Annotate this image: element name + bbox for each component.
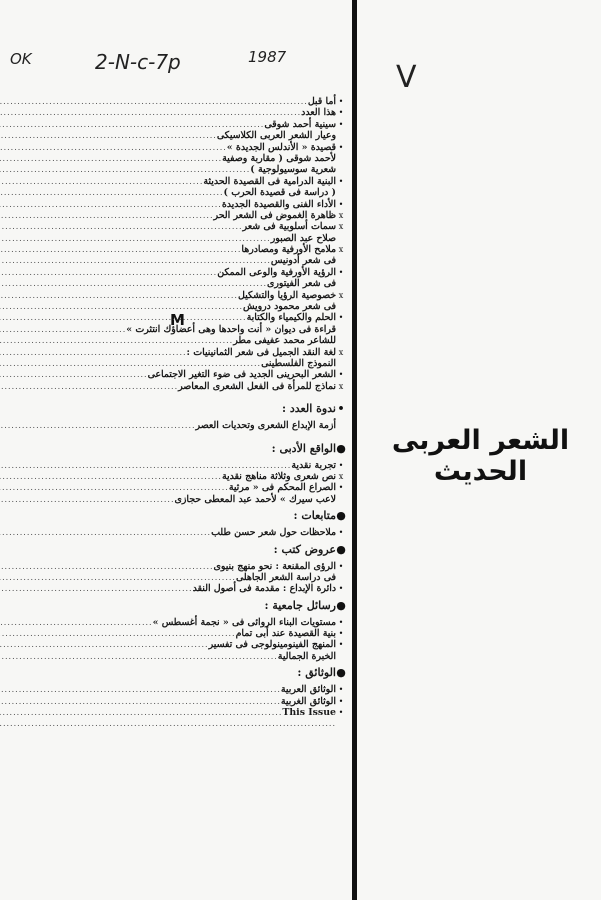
entry-marker-icon: x: [338, 290, 344, 300]
dot-leader: [0, 718, 336, 729]
toc-section-heading: [22, 398, 346, 420]
dot-leader: [0, 358, 261, 369]
toc-entry: [22, 290, 346, 301]
dot-leader: [0, 347, 187, 358]
bullet-icon: ●: [336, 441, 346, 455]
entry-title: نماذج للمرأة فى الفعل الشعرى المعاصر: [178, 380, 336, 392]
toc-entry: [22, 369, 346, 380]
entry-title: الخبرة الجمالية: [277, 650, 336, 662]
section-title: ندوة العدد :: [281, 402, 336, 416]
entry-title: المنهج الفينومينولوجى فى تفسير: [208, 639, 336, 651]
toc-section-heading: [22, 539, 346, 561]
toc-section-heading: [22, 662, 346, 684]
handwritten-year: 1987: [248, 48, 287, 66]
entry-title: ملامح الأورفية ومصادرها: [241, 244, 336, 256]
entry-marker-icon: •: [338, 629, 344, 639]
toc-entry: [22, 210, 346, 221]
entry-marker-icon: •: [338, 696, 344, 706]
toc-entry: [22, 142, 346, 153]
entry-title: خصوصية الرؤيا والتشكيل: [237, 289, 336, 301]
toc-entry: [22, 199, 346, 210]
toc-entry: [22, 381, 346, 392]
dot-leader: [0, 583, 193, 594]
dot-leader: [0, 312, 247, 323]
dot-leader: [0, 494, 175, 505]
toc-entry: [22, 187, 346, 198]
entry-marker-icon: x: [338, 210, 344, 220]
entry-marker-icon: x: [338, 222, 344, 232]
entry-title: سمات أسلوبية فى شعر: [242, 221, 336, 233]
dot-leader: [0, 639, 209, 650]
entry-title: أما قبل: [307, 96, 336, 107]
entry-title: الأداء الفنى والقصيدة الجديدة: [221, 198, 336, 210]
entry-marker-icon: •: [338, 108, 344, 118]
dot-leader: [0, 267, 217, 278]
toc-entry: [22, 255, 346, 266]
section-title: الوثائق :: [297, 666, 336, 680]
entry-title: دائرة الإبداع : مقدمة فى أصول النقد: [192, 583, 336, 595]
entry-title: الشعر البحرينى الجديد فى ضوء التغير الاجتماعى: [147, 369, 336, 381]
dot-leader: [0, 176, 203, 187]
toc-entry: [22, 301, 346, 312]
dot-leader: [0, 561, 214, 572]
entry-title: نص شعرى وثلاثة مناهج نقدية: [221, 470, 336, 482]
entry-marker-icon: •: [338, 199, 344, 209]
toc-entry: [22, 233, 346, 244]
bullet-icon: •: [337, 402, 345, 416]
dot-leader: [0, 301, 243, 312]
dot-leader: [0, 527, 211, 538]
dot-leader: [0, 130, 217, 141]
entry-title: البنية الدرامية فى القصيدة الحديثة: [203, 175, 336, 187]
toc-entry: [22, 561, 346, 572]
entry-title: الحلم والكيمياء والكتابة: [246, 312, 336, 324]
handwritten-check: V: [396, 60, 417, 95]
entry-marker-icon: •: [338, 561, 344, 571]
dot-leader: [0, 210, 214, 221]
journal-title: الشعر العربى الحديث: [391, 425, 570, 487]
dot-leader: [0, 651, 278, 662]
section-title: عروض كتب :: [273, 542, 336, 556]
entry-title: فى شعر الفيتورى: [267, 278, 336, 290]
dot-leader: [0, 119, 264, 130]
toc-entry: [22, 617, 346, 628]
handwritten-code: 2-N-c-7p: [95, 50, 181, 74]
dot-leader: [0, 684, 281, 695]
toc-entry: [22, 358, 346, 369]
entry-marker-icon: •: [338, 176, 344, 186]
dot-leader: [0, 369, 148, 380]
dot-leader: [0, 96, 308, 107]
entry-marker-icon: •: [338, 617, 344, 627]
toc-entry: [22, 96, 346, 107]
entry-marker-icon: •: [338, 584, 344, 594]
entry-marker-icon: •: [338, 708, 344, 718]
table-of-contents: [22, 96, 346, 730]
toc-entry: [22, 651, 346, 662]
toc-entry: [22, 718, 346, 729]
toc-section-heading: [22, 438, 346, 460]
dot-leader: [0, 324, 126, 335]
entry-title: فى شعر محمود درويش: [243, 301, 336, 313]
toc-entry: [22, 130, 346, 141]
entry-title: الرؤية الأورفية والوعى الممكن: [217, 266, 336, 278]
entry-title: تجربة نقدية: [291, 459, 336, 471]
dot-leader: [0, 199, 222, 210]
toc-entry: [22, 119, 346, 130]
entry-title: صلاح عبد الصبور: [270, 232, 336, 244]
entry-marker-icon: x: [338, 471, 344, 481]
entry-title: أزمة الإبداع الشعرى وتحديات العصر: [195, 420, 336, 432]
entry-title: بنية القصيدة عند أبى تمام: [235, 628, 336, 640]
toc-entry: [22, 471, 346, 482]
toc-entry: [22, 707, 346, 718]
toc-entry: [22, 420, 346, 431]
dot-leader: [0, 617, 153, 628]
toc-section-heading: [22, 505, 346, 527]
entry-title: لاعب سيرك » لأحمد عبد المعطى حجازى: [174, 493, 336, 505]
toc-entry: [22, 153, 346, 164]
dot-leader: [0, 187, 224, 198]
entry-marker-icon: •: [338, 460, 344, 470]
entry-title: This Issue: [282, 707, 336, 719]
dot-leader: [0, 572, 236, 583]
entry-title: الصراع المحكم فى « مرثية: [228, 482, 336, 494]
bullet-icon: ●: [336, 666, 346, 680]
toc-entry: [22, 482, 346, 493]
dot-leader: [0, 420, 196, 431]
toc-entry: [22, 176, 346, 187]
entry-marker-icon: x: [338, 381, 344, 391]
dot-leader: [0, 107, 301, 118]
bullet-icon: ●: [336, 598, 346, 612]
entry-marker-icon: •: [338, 483, 344, 493]
entry-title: سينية أحمد شوقى: [264, 118, 336, 130]
entry-marker-icon: •: [338, 685, 344, 695]
entry-title: الوثائق الغربية: [280, 695, 336, 707]
entry-marker-icon: •: [338, 370, 344, 380]
dot-leader: [0, 153, 222, 164]
dot-leader: [0, 482, 229, 493]
toc-entry: [22, 347, 346, 358]
toc-entry: [22, 460, 346, 471]
entry-title: قراءة فى ديوان « أنت واحدها وهى أعضاؤك انتثرت »: [126, 323, 336, 335]
toc-entry: [22, 267, 346, 278]
dot-leader: [0, 255, 271, 266]
handwritten-scribble: M: [170, 311, 185, 329]
toc-entry: [22, 639, 346, 650]
dot-leader: [0, 381, 178, 392]
dot-leader: [0, 628, 236, 639]
toc-entry: [22, 278, 346, 289]
entry-marker-icon: •: [338, 119, 344, 129]
section-title: الواقع الأدبى :: [271, 441, 336, 455]
entry-title: ملاحظات حول شعر حسن طلب: [211, 527, 336, 539]
bullet-icon: ●: [336, 509, 346, 523]
dot-leader: [0, 335, 233, 346]
dot-leader: [0, 244, 241, 255]
dot-leader: [0, 233, 271, 244]
toc-section-heading: [22, 595, 346, 617]
entry-title: لغة النقد الجميل فى شعر الثمانينيات :: [186, 346, 336, 358]
toc-entry: [22, 221, 346, 232]
entry-title: وعيار الشعر العربى الكلاسيكى: [216, 130, 336, 142]
toc-entry: [22, 164, 346, 175]
entry-title: لأحمد شوقى ( مقاربة وصفية: [222, 152, 336, 164]
entry-marker-icon: •: [338, 528, 344, 538]
dot-leader: [0, 278, 267, 289]
handwritten-ok: OK: [10, 50, 32, 68]
section-title: رسائل جامعية :: [264, 598, 336, 612]
toc-entry: [22, 324, 346, 335]
entry-title: للشاعر محمد عفيفى مطر: [233, 335, 336, 347]
entry-marker-icon: •: [338, 640, 344, 650]
entry-title: الوثائق العربية: [280, 684, 336, 696]
entry-title: شعرية سوسيولوجية ): [250, 164, 336, 176]
entry-title: فى دراسة الشعر الجاهلى: [235, 571, 336, 583]
dot-leader: [0, 142, 227, 153]
entry-title: ظاهرة الغموض فى الشعر الحر: [213, 209, 336, 221]
entry-marker-icon: •: [338, 142, 344, 152]
entry-marker-icon: x: [338, 347, 344, 357]
toc-entry: [22, 312, 346, 323]
toc-entry: [22, 684, 346, 695]
toc-entry: [22, 527, 346, 538]
entry-title: الرؤى المقنعة : نحو منهج بنيوى: [213, 560, 336, 572]
entry-title: النموذج الفلسطينى: [261, 357, 336, 369]
column-divider: [352, 0, 357, 900]
entry-title: هذا العدد: [301, 107, 336, 119]
toc-entry: [22, 696, 346, 707]
entry-title: ( دراسة فى قصيدة الحرب ): [223, 187, 336, 199]
dot-leader: [0, 221, 243, 232]
entry-marker-icon: •: [338, 97, 344, 106]
entry-marker-icon: x: [338, 245, 344, 255]
entry-title: قصيدة « الأندلس الجديدة »: [226, 141, 336, 153]
toc-entry: [22, 244, 346, 255]
section-title: متابعات :: [293, 509, 336, 523]
entry-title: مستويات البناء الروائى فى « نجمة أغسطس »: [152, 616, 336, 628]
toc-entry: [22, 494, 346, 505]
toc-entry: [22, 583, 346, 594]
dot-leader: [0, 696, 281, 707]
toc-entry: [22, 107, 346, 118]
toc-entry: [22, 572, 346, 583]
toc-entry: [22, 335, 346, 346]
toc-entry: [22, 628, 346, 639]
dot-leader: [0, 290, 238, 301]
dot-leader: [0, 164, 250, 175]
bullet-icon: ●: [336, 542, 346, 556]
dot-leader: [0, 707, 282, 718]
entry-title: فى شعر أدونيس: [270, 255, 336, 267]
dot-leader: [0, 460, 291, 471]
entry-marker-icon: •: [338, 313, 344, 323]
dot-leader: [0, 471, 222, 482]
entry-marker-icon: •: [338, 267, 344, 277]
